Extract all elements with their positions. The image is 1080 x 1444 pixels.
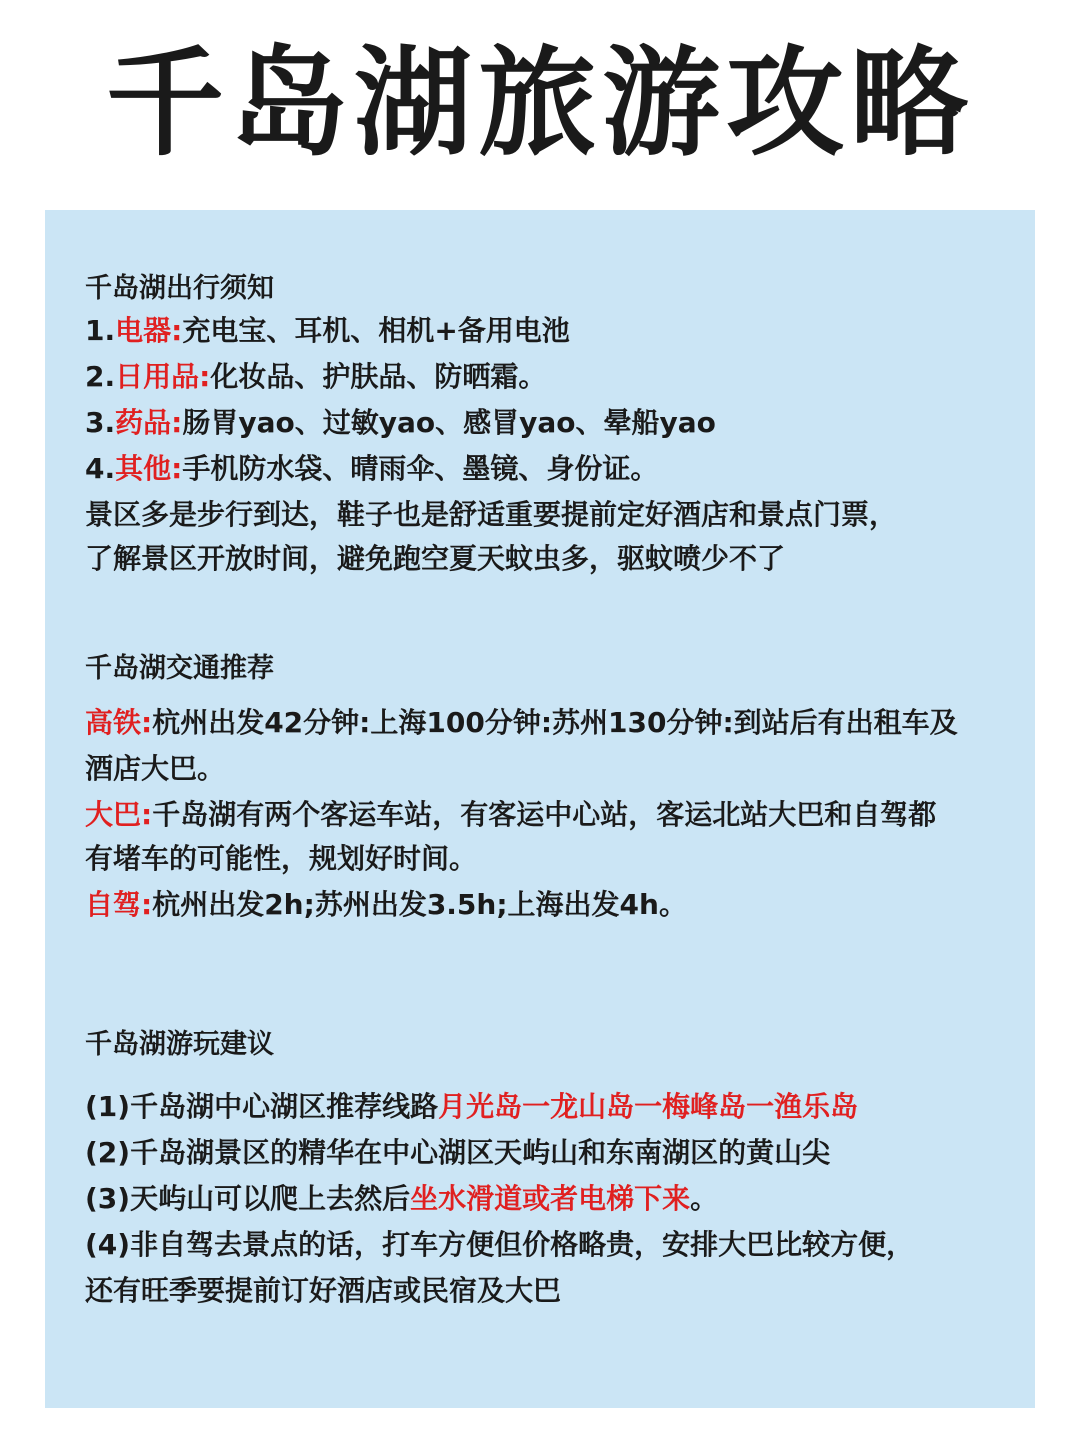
transport-text: 杭州出发42分钟:上海100分钟:苏州130分钟:到站后有出租车及 <box>152 706 958 739</box>
transport-text: 千岛湖有两个客运车站，有客运中心站，客运北站大巴和自驾都 <box>152 798 937 831</box>
tip-highlight: 坐水滑道或者电梯下来 <box>410 1182 691 1215</box>
note-line: 了解景区开放时间，避免跑空夏天蚊虫多，驱蚊喷少不了 <box>85 542 786 575</box>
section-heading-tips: 千岛湖游玩建议 <box>85 1029 274 1060</box>
list-item <box>85 446 658 492</box>
section-heading-transport: 千岛湖交通推荐 <box>85 653 274 684</box>
item-text: 肠胃yao、过敏yao、感冒yao、晕船yao <box>182 406 716 439</box>
tip-item <box>85 1176 718 1222</box>
list-item <box>85 308 570 354</box>
tip-text: (3)天屿山可以爬上去然后 <box>85 1182 411 1215</box>
transport-bus-cont: 有堵车的可能性，规划好时间。 <box>85 842 478 875</box>
note-line: 景区多是步行到达，鞋子也是舒适重要提前定好酒店和景点门票， <box>85 498 898 531</box>
item-text: 充电宝、耳机、相机+备用电池 <box>182 314 570 347</box>
tip-item: (2)千岛湖景区的精华在中心湖区天屿山和东南湖区的黄山尖 <box>85 1136 831 1169</box>
item-number: 4. <box>85 452 116 485</box>
transport-label: 高铁: <box>85 706 153 739</box>
page-title: 千岛湖旅游攻略 <box>105 34 974 172</box>
tip-highlight: 月光岛一龙山岛一梅峰岛一渔乐岛 <box>438 1090 859 1123</box>
transport-label: 大巴: <box>85 798 153 831</box>
section-heading-packing: 千岛湖出行须知 <box>85 273 274 304</box>
content-panel <box>45 210 1035 1408</box>
transport-bus <box>85 792 936 838</box>
tip-suffix: 。 <box>690 1182 719 1215</box>
item-number: 2. <box>85 360 116 393</box>
item-text: 化妆品、护肤品、防晒霜。 <box>210 360 547 393</box>
list-item <box>85 354 546 400</box>
item-label: 药品: <box>115 406 183 439</box>
tip-item <box>85 1084 858 1130</box>
transport-rail-cont: 酒店大巴。 <box>85 752 226 785</box>
list-item <box>85 400 716 446</box>
tip-text: (1)千岛湖中心湖区推荐线路 <box>85 1090 439 1123</box>
tip-item-cont: 还有旺季要提前订好酒店或民宿及大巴 <box>85 1274 562 1307</box>
tip-item: (4)非自驾去景点的话，打车方便但价格略贵，安排大巴比较方便， <box>85 1228 915 1261</box>
transport-label: 自驾: <box>85 888 153 921</box>
item-text: 手机防水袋、晴雨伞、墨镜、身份证。 <box>182 452 659 485</box>
item-number: 3. <box>85 406 116 439</box>
transport-text: 杭州出发2h;苏州出发3.5h;上海出发4h。 <box>152 888 687 921</box>
transport-drive <box>85 882 687 928</box>
item-label: 其他: <box>115 452 183 485</box>
item-label: 电器: <box>115 314 183 347</box>
item-label: 日用品: <box>115 360 211 393</box>
item-number: 1. <box>85 314 116 347</box>
transport-rail <box>85 700 958 746</box>
